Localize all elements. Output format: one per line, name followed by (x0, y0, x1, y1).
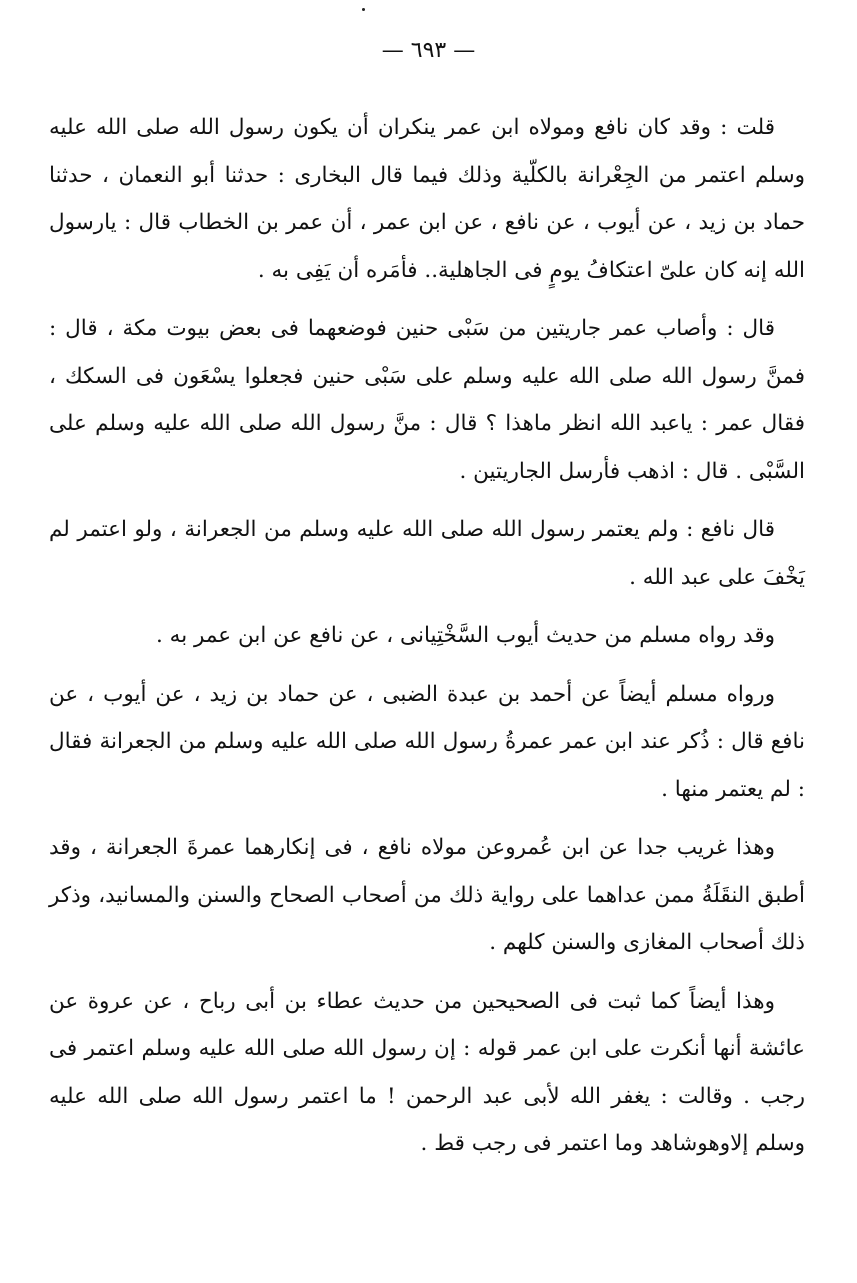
paragraph-1: قلت : وقد كان نافع ومولاه ابن عمر ينكران أن يكون رسول الله صلى الله عليه وسلم اعتمر من الجِعْرانة بالكلّية وذلك فيما قال البخارى : حدثنا أبو النعمان ، حدثنا حماد بن زيد ، عن أيوب ، عن نافع ، عن ابن عمر ، أن عمر بن الخطاب قال : يارسول الله إنه كان علىّ اعتكافُ يومٍ فى الجاهلية.. فأمَره أن يَفِى به . (49, 115, 805, 283)
paragraph-4: وقد رواه مسلم من حديث أيوب السَّخْتِيانى ، عن نافع عن ابن عمر به . (156, 623, 775, 648)
ink-speck (362, 8, 365, 11)
paragraph-5: ورواه مسلم أيضاً عن أحمد بن عبدة الضبى ، عن حماد بن زيد ، عن أيوب ، عن نافع قال : ذُكر عند ابن عمر عمرةُ رسول الله صلى الله عليه وسلم من الجعرانة فقال : لم يعتمر منها . (49, 681, 805, 802)
paragraph-2: قال : وأصاب عمر جاريتين من سَبْى حنين فوضعهما فى بعض بيوت مكة ، قال : فمنَّ رسول الله صلى الله عليه وسلم على سَبْى حنين فجعلوا يسْعَون فى السكك ، فقال عمر : ياعبد الله انظر ماهذا ؟ قال : منَّ رسول الله صلى الله عليه وسلم على السَّبْى . قال : اذهب فأرسل الجاريتين . (49, 316, 805, 484)
page-number: — ٦٩٣ — (381, 38, 476, 63)
paragraph-7: وهذا أيضاً كما ثبت فى الصحيحين من حديث عطاء بن أبى رباح ، عن عروة عن عائشة أنها أنكرت على ابن عمر قوله : إن رسول الله صلى الله عليه وسلم اعتمر فى رجب . وقالت : يغفر الله لأبى عبد الرحمن ! ما اعتمر رسول الله صلى الله عليه وسلم إلاوهوشاهد وما اعتمر فى رجب قط . (49, 988, 805, 1156)
page-body (49, 104, 805, 1179)
paragraph-6: وهذا غريب جدا عن ابن عُمروعن مولاه نافع ، فى إنكارهما عمرةَ الجعرانة ، وقد أطبق النقَلَةُ ممن عداهما على رواية ذلك من أصحاب الصحاح والسنن والمسانيد، وذكر ذلك أصحاب المغازى والسنن كلهم . (49, 835, 805, 955)
paragraph-3: قال نافع : ولم يعتمر رسول الله صلى الله عليه وسلم من الجعرانة ، ولو اعتمر لم يَخْفَ على عبد الله . (49, 517, 805, 590)
